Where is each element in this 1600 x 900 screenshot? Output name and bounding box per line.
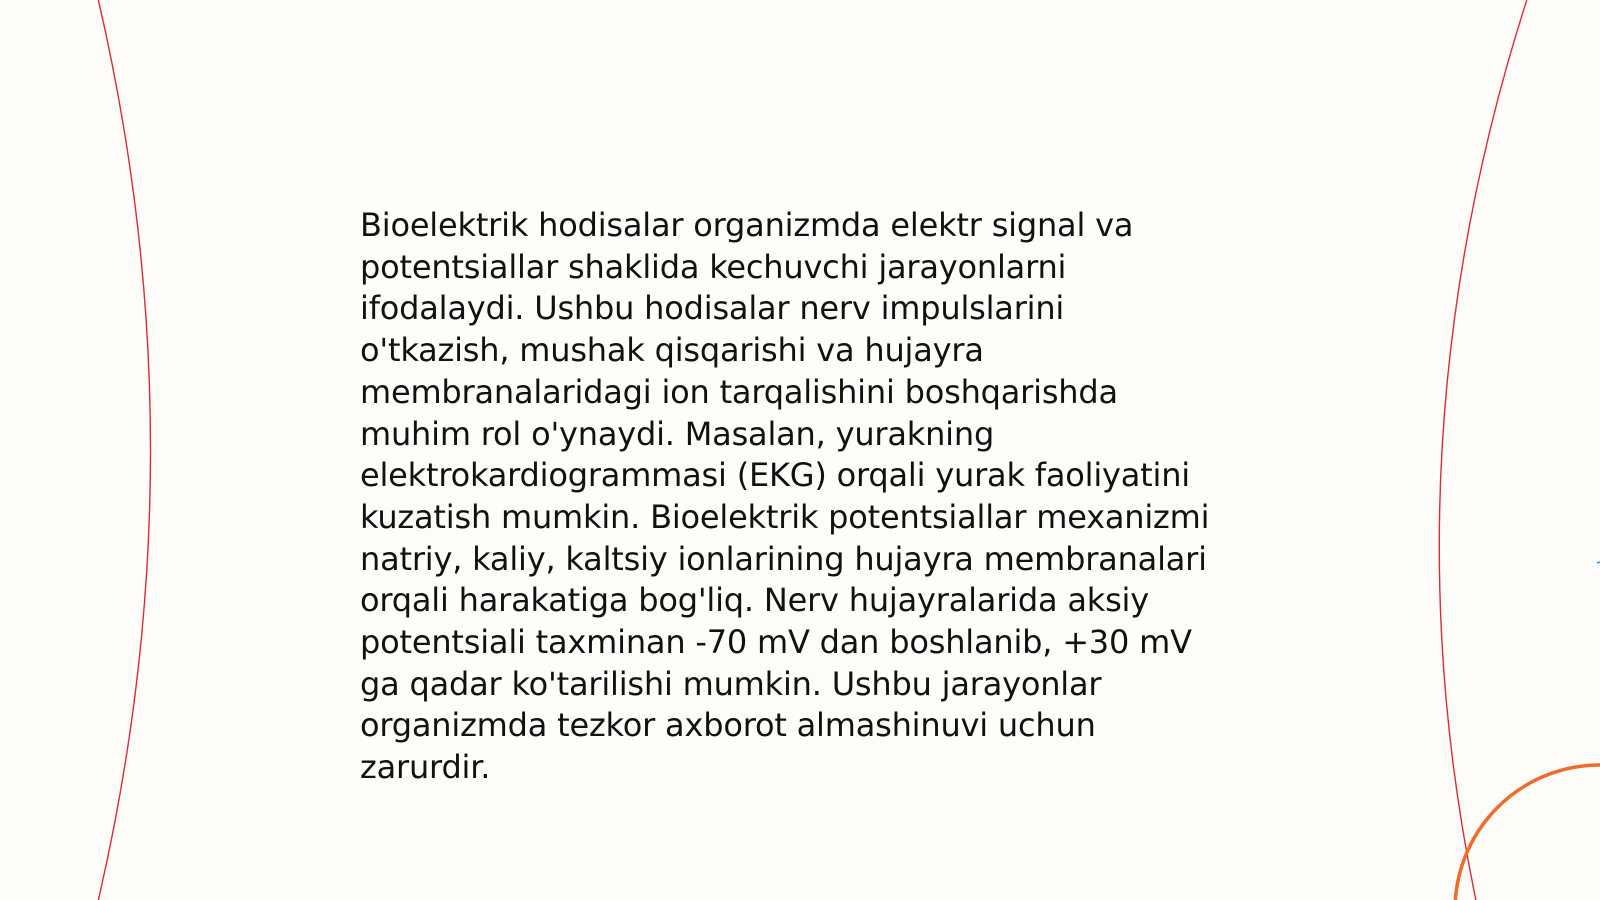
right-curve-line: [1439, 0, 1530, 900]
orange-arc: [1455, 765, 1600, 900]
left-curve-line: [96, 0, 151, 900]
body-paragraph: Bioelektrik hodisalar organizmda elektr signal va potentsiallar shaklida kechuvchi jarayonlarni ifodalaydi. Ushbu hodisalar nerv impulslarini o'tkazish, mushak qisqarishi va hujayra membranalaridagi ion tarqalishini boshqarishda muhim rol o'ynaydi. Masalan, yurakning elektrokardiogrammasi (EKG) orqali yurak faoliyatini kuzatish mumkin. Bioelektrik potentsiallar mexanizmi natriy, kaliy, kaltsiy ionlarining hujayra membranalari orqali harakatiga bog'liq. Nerv hujayralarida aksiy potentsiali taxminan -70 mV dan boshlanib, +30 mV ga qadar ko'tarilishi mumkin. Ushbu jarayonlar organizmda tezkor axborot almashinuvi uchun zarurdir.: [360, 206, 1210, 787]
